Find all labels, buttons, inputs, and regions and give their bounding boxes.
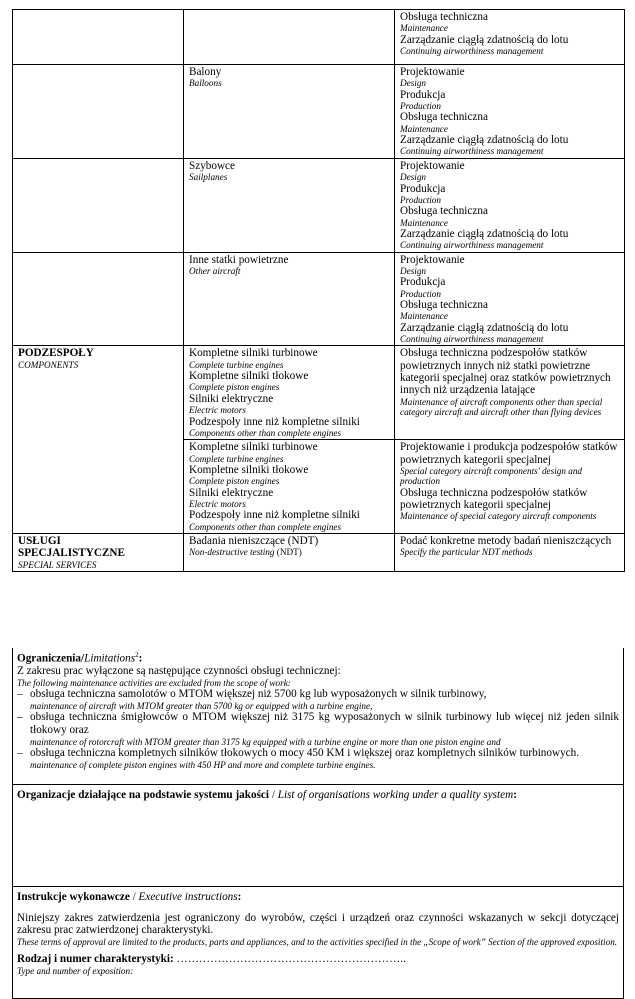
category-cell bbox=[13, 65, 184, 159]
exposition-dots: …………………………………………………….. bbox=[176, 953, 406, 966]
category-cell bbox=[13, 534, 184, 572]
activity-pl: Obsługa techniczna bbox=[400, 205, 488, 218]
type-en: Components other than complete engines bbox=[189, 427, 342, 438]
activity-en: Maintenance bbox=[400, 311, 448, 322]
type-pl: Balony bbox=[189, 66, 222, 78]
list-item bbox=[17, 747, 619, 770]
activities-cell bbox=[395, 252, 625, 346]
table-row bbox=[13, 10, 625, 65]
type-en: Sailplanes bbox=[189, 172, 228, 183]
type-cell bbox=[184, 10, 395, 65]
activity-pl: Podać konkretne metody badań nieniszczących bbox=[400, 535, 612, 548]
limitation-pl: obsługa techniczna śmigłowców o MTOM większej niż 3175 kg wyposażonych w silnik turbinowy lub więcej niż jeden silnik tłokowy oraz bbox=[30, 711, 619, 736]
dash-bullet: – bbox=[17, 746, 23, 759]
category-pl: PODZESPOŁY bbox=[18, 347, 94, 360]
type-cell bbox=[184, 252, 395, 346]
activity-en: Special category aircraft components' design and production bbox=[400, 465, 583, 487]
activities-cell bbox=[395, 65, 625, 159]
activities-cell bbox=[395, 534, 625, 572]
activities-cell bbox=[395, 10, 625, 65]
type-en: Complete piston engines bbox=[189, 476, 280, 487]
type-pl: Kompletne silniki turbinowe bbox=[189, 347, 318, 360]
list-item bbox=[17, 711, 619, 736]
dash-bullet: – bbox=[17, 711, 23, 724]
limitation-en: maintenance of aircraft with MTOM greater than 5700 kg or equipped with a turbine engine, bbox=[30, 700, 373, 711]
type-en: Other aircraft bbox=[189, 265, 241, 276]
activity-pl: Zarządzanie ciągłą zdatnością do lotu bbox=[400, 134, 569, 147]
type-en: Complete turbine engines bbox=[189, 453, 284, 464]
type-pl: Szybowce bbox=[189, 159, 235, 172]
activity-pl: Obsługa techniczna podzespołów statków powietrznych innych niż statki powietrzne kategorii specjalnej oraz statków powietrznych innych niż urządzenia latające bbox=[400, 347, 611, 397]
table-row bbox=[13, 346, 625, 440]
table-row bbox=[13, 158, 625, 252]
type-pl: Silniki elektryczne bbox=[189, 486, 274, 499]
activity-en: Production bbox=[400, 288, 441, 299]
activity-en: Design bbox=[400, 78, 427, 89]
activity-pl: Produkcja bbox=[400, 276, 446, 289]
exposition-line bbox=[17, 953, 619, 966]
category-cell bbox=[13, 10, 184, 65]
activity-en: Design bbox=[400, 172, 427, 183]
limitations-colon: : bbox=[138, 652, 143, 665]
instructions-title bbox=[17, 891, 619, 904]
type-cell bbox=[184, 65, 395, 159]
type-pl: Inne statki powietrzne bbox=[189, 253, 289, 266]
instructions-title-pl: Instrukcje wykonawcze bbox=[17, 891, 130, 903]
organisations-sep: / bbox=[269, 789, 278, 801]
activity-pl: Projektowanie bbox=[400, 66, 465, 78]
activity-pl: Zarządzanie ciągłą zdatnością do lotu bbox=[400, 227, 569, 240]
activity-pl: Projektowanie bbox=[400, 253, 465, 266]
activity-en: Maintenance of aircraft components other than special category aircraft and aircraft other than flying devices bbox=[400, 396, 603, 418]
instructions-title-en: Executive instructions bbox=[138, 891, 238, 903]
instructions-sep: / bbox=[129, 891, 139, 903]
activity-en: Continuing airworthiness management bbox=[400, 46, 544, 56]
category-pl: SPECJALISTYCZNE bbox=[18, 547, 125, 560]
activity-en: Specify the particular NDT methods bbox=[400, 547, 533, 558]
type-en: Complete piston engines bbox=[189, 382, 280, 393]
activity-pl: Obsługa techniczna bbox=[400, 11, 488, 23]
type-pl: Podzespoły inne niż kompletne silniki bbox=[189, 509, 360, 522]
activity-en: Continuing airworthiness management bbox=[400, 334, 544, 345]
footnote-marker: 2 bbox=[135, 651, 139, 659]
activity-pl: Obsługa techniczna bbox=[400, 299, 488, 312]
limitations-title-sep: / bbox=[81, 652, 85, 665]
scope-table bbox=[12, 9, 625, 572]
instructions-colon: : bbox=[237, 891, 242, 903]
limitations-intro-en: The following maintenance activities are excluded from the scope of work: bbox=[17, 677, 291, 688]
activity-pl: Produkcja bbox=[400, 182, 446, 195]
activities-cell bbox=[395, 158, 625, 252]
table-row bbox=[13, 534, 625, 572]
activity-pl: Obsługa techniczna podzespołów statków powietrznych kategorii specjalnej bbox=[400, 486, 588, 511]
category-en: COMPONENTS bbox=[18, 359, 79, 370]
organisations-colon: : bbox=[513, 789, 517, 801]
type-pl: Kompletne silniki tłokowe bbox=[189, 370, 309, 383]
type-pl: Podzespoły inne niż kompletne silniki bbox=[189, 415, 360, 428]
type-cell bbox=[184, 158, 395, 252]
activity-en: Production bbox=[400, 101, 441, 111]
activity-pl: Projektowanie i produkcja podzespołów statków powietrznych kategorii specjalnej bbox=[400, 441, 618, 466]
category-cell bbox=[13, 346, 184, 534]
activity-en: Maintenance bbox=[400, 23, 448, 34]
activities-cell bbox=[395, 440, 625, 534]
activity-en: Maintenance bbox=[400, 123, 448, 134]
instructions-body-pl: Niniejszy zakres zatwierdzenia jest ograniczony do wyrobów, części i urządzeń oraz czynności wskazanych w sekcji dotyczącej zakresu prac zatwierdzonej charakterystyki. bbox=[17, 911, 619, 937]
category-en: SPECIAL SERVICES bbox=[18, 559, 97, 570]
type-cell bbox=[184, 534, 395, 572]
type-pl: Kompletne silniki tłokowe bbox=[189, 463, 309, 476]
activity-en: Continuing airworthiness management bbox=[400, 146, 544, 157]
limitations-section bbox=[12, 648, 624, 785]
activities-cell bbox=[395, 346, 625, 440]
activity-en: Maintenance bbox=[400, 217, 448, 228]
type-pl: Kompletne silniki turbinowe bbox=[189, 441, 318, 454]
list-item bbox=[17, 688, 619, 711]
category-cell bbox=[13, 158, 184, 252]
limitations-intro-pl: Z zakresu prac wyłączone są następujące czynności obsługi technicznej: bbox=[17, 665, 341, 678]
type-cell bbox=[184, 440, 395, 534]
type-en: Electric motors bbox=[189, 498, 246, 509]
limitations-title-en: Limitations bbox=[84, 652, 136, 665]
organisations-section bbox=[12, 785, 624, 887]
activity-en: Design bbox=[400, 265, 427, 276]
limitation-en: maintenance of complete piston engines with 450 HP and more and complete turbine engines. bbox=[30, 759, 376, 770]
type-en: Balloons bbox=[189, 78, 222, 89]
type-en: Non-destructive testing bbox=[189, 547, 275, 558]
instructions-body-en: These terms of approval are limited to the products, parts and appliances, and to the activities specified in the „Scope of work” Section of the approved exposition. bbox=[17, 936, 618, 947]
activity-pl: Zarządzanie ciągłą zdatnością do lotu bbox=[400, 321, 569, 334]
type-cell bbox=[184, 346, 395, 440]
table-row bbox=[13, 252, 625, 346]
activity-pl: Produkcja bbox=[400, 88, 446, 101]
exposition-label: Rodzaj i numer charakterystyki: bbox=[17, 953, 174, 966]
exposition-en: Type and number of exposition: bbox=[17, 965, 134, 976]
activity-pl: Obsługa techniczna bbox=[400, 111, 488, 124]
type-en-suffix: (NDT) bbox=[274, 547, 302, 558]
type-en: Electric motors bbox=[189, 405, 246, 416]
organisations-title bbox=[17, 789, 619, 802]
activity-en: Continuing airworthiness management bbox=[400, 240, 544, 251]
instructions-section bbox=[12, 887, 624, 999]
category-pl: USŁUGI bbox=[18, 535, 61, 548]
activity-en: Maintenance of special category aircraft components bbox=[400, 511, 597, 522]
type-en: Components other than complete engines bbox=[189, 521, 342, 532]
type-pl: Badania nieniszczące (NDT) bbox=[189, 535, 319, 548]
limitation-pl: obsługa techniczna kompletnych silników tłokowych o mocy 450 KM i większej oraz kompletnych silników turbinowych. bbox=[30, 746, 580, 759]
limitation-pl: obsługa techniczna samolotów o MTOM większej niż 5700 kg lub wyposażonych w silnik turbinowy, bbox=[30, 688, 487, 701]
limitations-title bbox=[17, 649, 619, 665]
activity-pl: Zarządzanie ciągłą zdatnością do lotu bbox=[400, 33, 569, 46]
type-pl: Silniki elektryczne bbox=[189, 392, 274, 405]
category-cell bbox=[13, 252, 184, 346]
activity-en: Production bbox=[400, 194, 441, 205]
limitation-en: maintenance of rotorcraft with MTOM greater than 3175 kg equipped with a turbine engine or more than one piston engine and bbox=[30, 736, 501, 747]
activity-pl: Projektowanie bbox=[400, 159, 465, 172]
dash-bullet: – bbox=[17, 688, 23, 701]
organisations-title-en: List of organisations working under a quality system bbox=[277, 789, 514, 801]
limitations-title-pl: Ograniczenia bbox=[17, 652, 82, 665]
type-en: Complete turbine engines bbox=[189, 359, 284, 370]
organisations-title-pl: Organizacje działające na podstawie systemu jakości bbox=[17, 789, 270, 801]
table-row bbox=[13, 65, 625, 159]
